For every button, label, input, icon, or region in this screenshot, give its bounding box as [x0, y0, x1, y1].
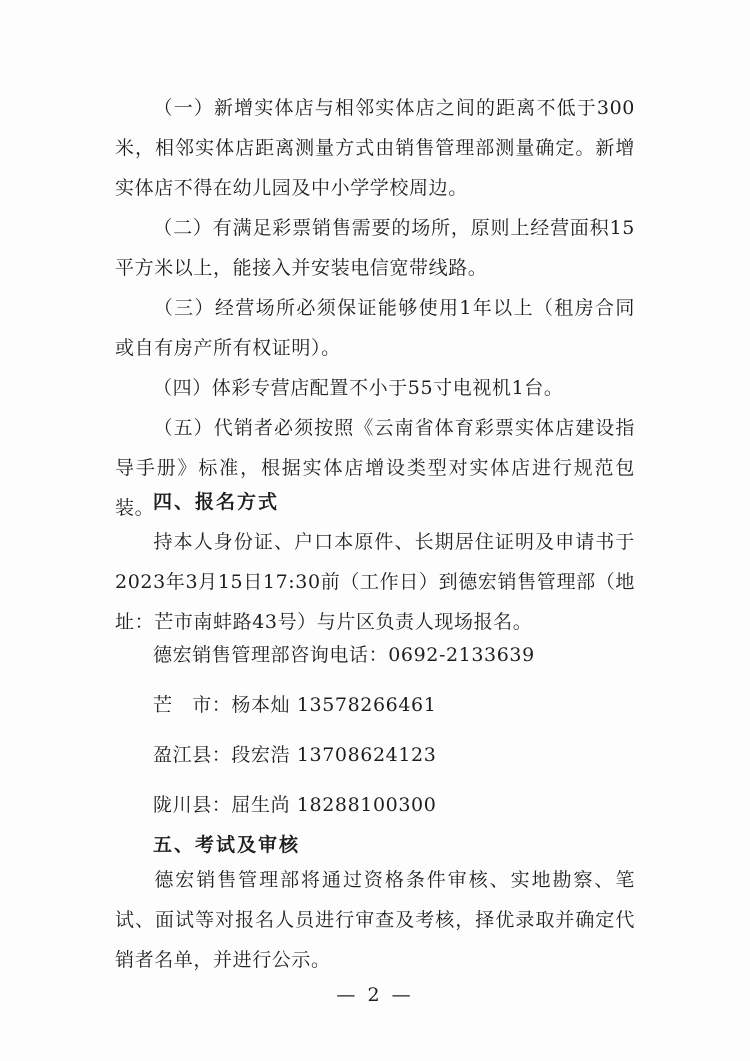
paragraph-item-2 — [115, 208, 635, 288]
section-5-heading: 五、考试及审核 — [153, 834, 301, 856]
section-4-body-text: 持本人身份证、户口本原件、长期居住证明及申请书于2023年3月15日17:30前（工作日）到德宏销售管理部（地址：芒市南蚌路43号）与片区负责人现场报名。 — [115, 531, 635, 633]
section-4-heading: 四、报名方式 — [153, 491, 280, 513]
contact-longchuan: 陇川县：屈生尚 18288100300 — [153, 794, 437, 816]
paragraph-item-4-text: （四）体彩专营店配置不小于55寸电视机1台。 — [153, 377, 564, 399]
consult-hotline: 德宏销售管理部咨询电话：0692-2133639 — [153, 644, 535, 666]
paragraph-item-3 — [115, 288, 635, 368]
paragraph-item-2-text: （二）有满足彩票销售需要的场所，原则上经营面积15平方米以上，能接入并安装电信宽带线路。 — [115, 217, 635, 279]
page-number: — 2 — — [336, 984, 414, 1006]
contact-mangshi: 芒 市：杨本灿 13578266461 — [153, 694, 437, 716]
paragraph-item-1 — [115, 88, 635, 208]
contact-yingjiang: 盈江县：段宏浩 13708624123 — [153, 744, 437, 766]
paragraph-item-5-text: （五）代销者必须按照《云南省体育彩票实体店建设指导手册》标准，根据实体店增设类型对实体店进行规范包装。 — [115, 417, 635, 519]
section-4-body — [115, 522, 635, 642]
paragraph-item-1-text: （一）新增实体店与相邻实体店之间的距离不低于300米，相邻实体店距离测量方式由销售管理部测量确定。新增实体店不得在幼儿园及中小学学校周边。 — [115, 97, 635, 199]
section-5-body-text: 德宏销售管理部将通过资格条件审核、实地勘察、笔试、面试等对报名人员进行审查及考核，择优录取并确定代销者名单，并进行公示。 — [115, 869, 635, 971]
paragraph-item-4 — [115, 368, 635, 408]
paragraph-item-3-text: （三）经营场所必须保证能够使用1年以上（租房合同或自有房产所有权证明）。 — [115, 297, 635, 359]
section-5-body — [115, 860, 635, 980]
